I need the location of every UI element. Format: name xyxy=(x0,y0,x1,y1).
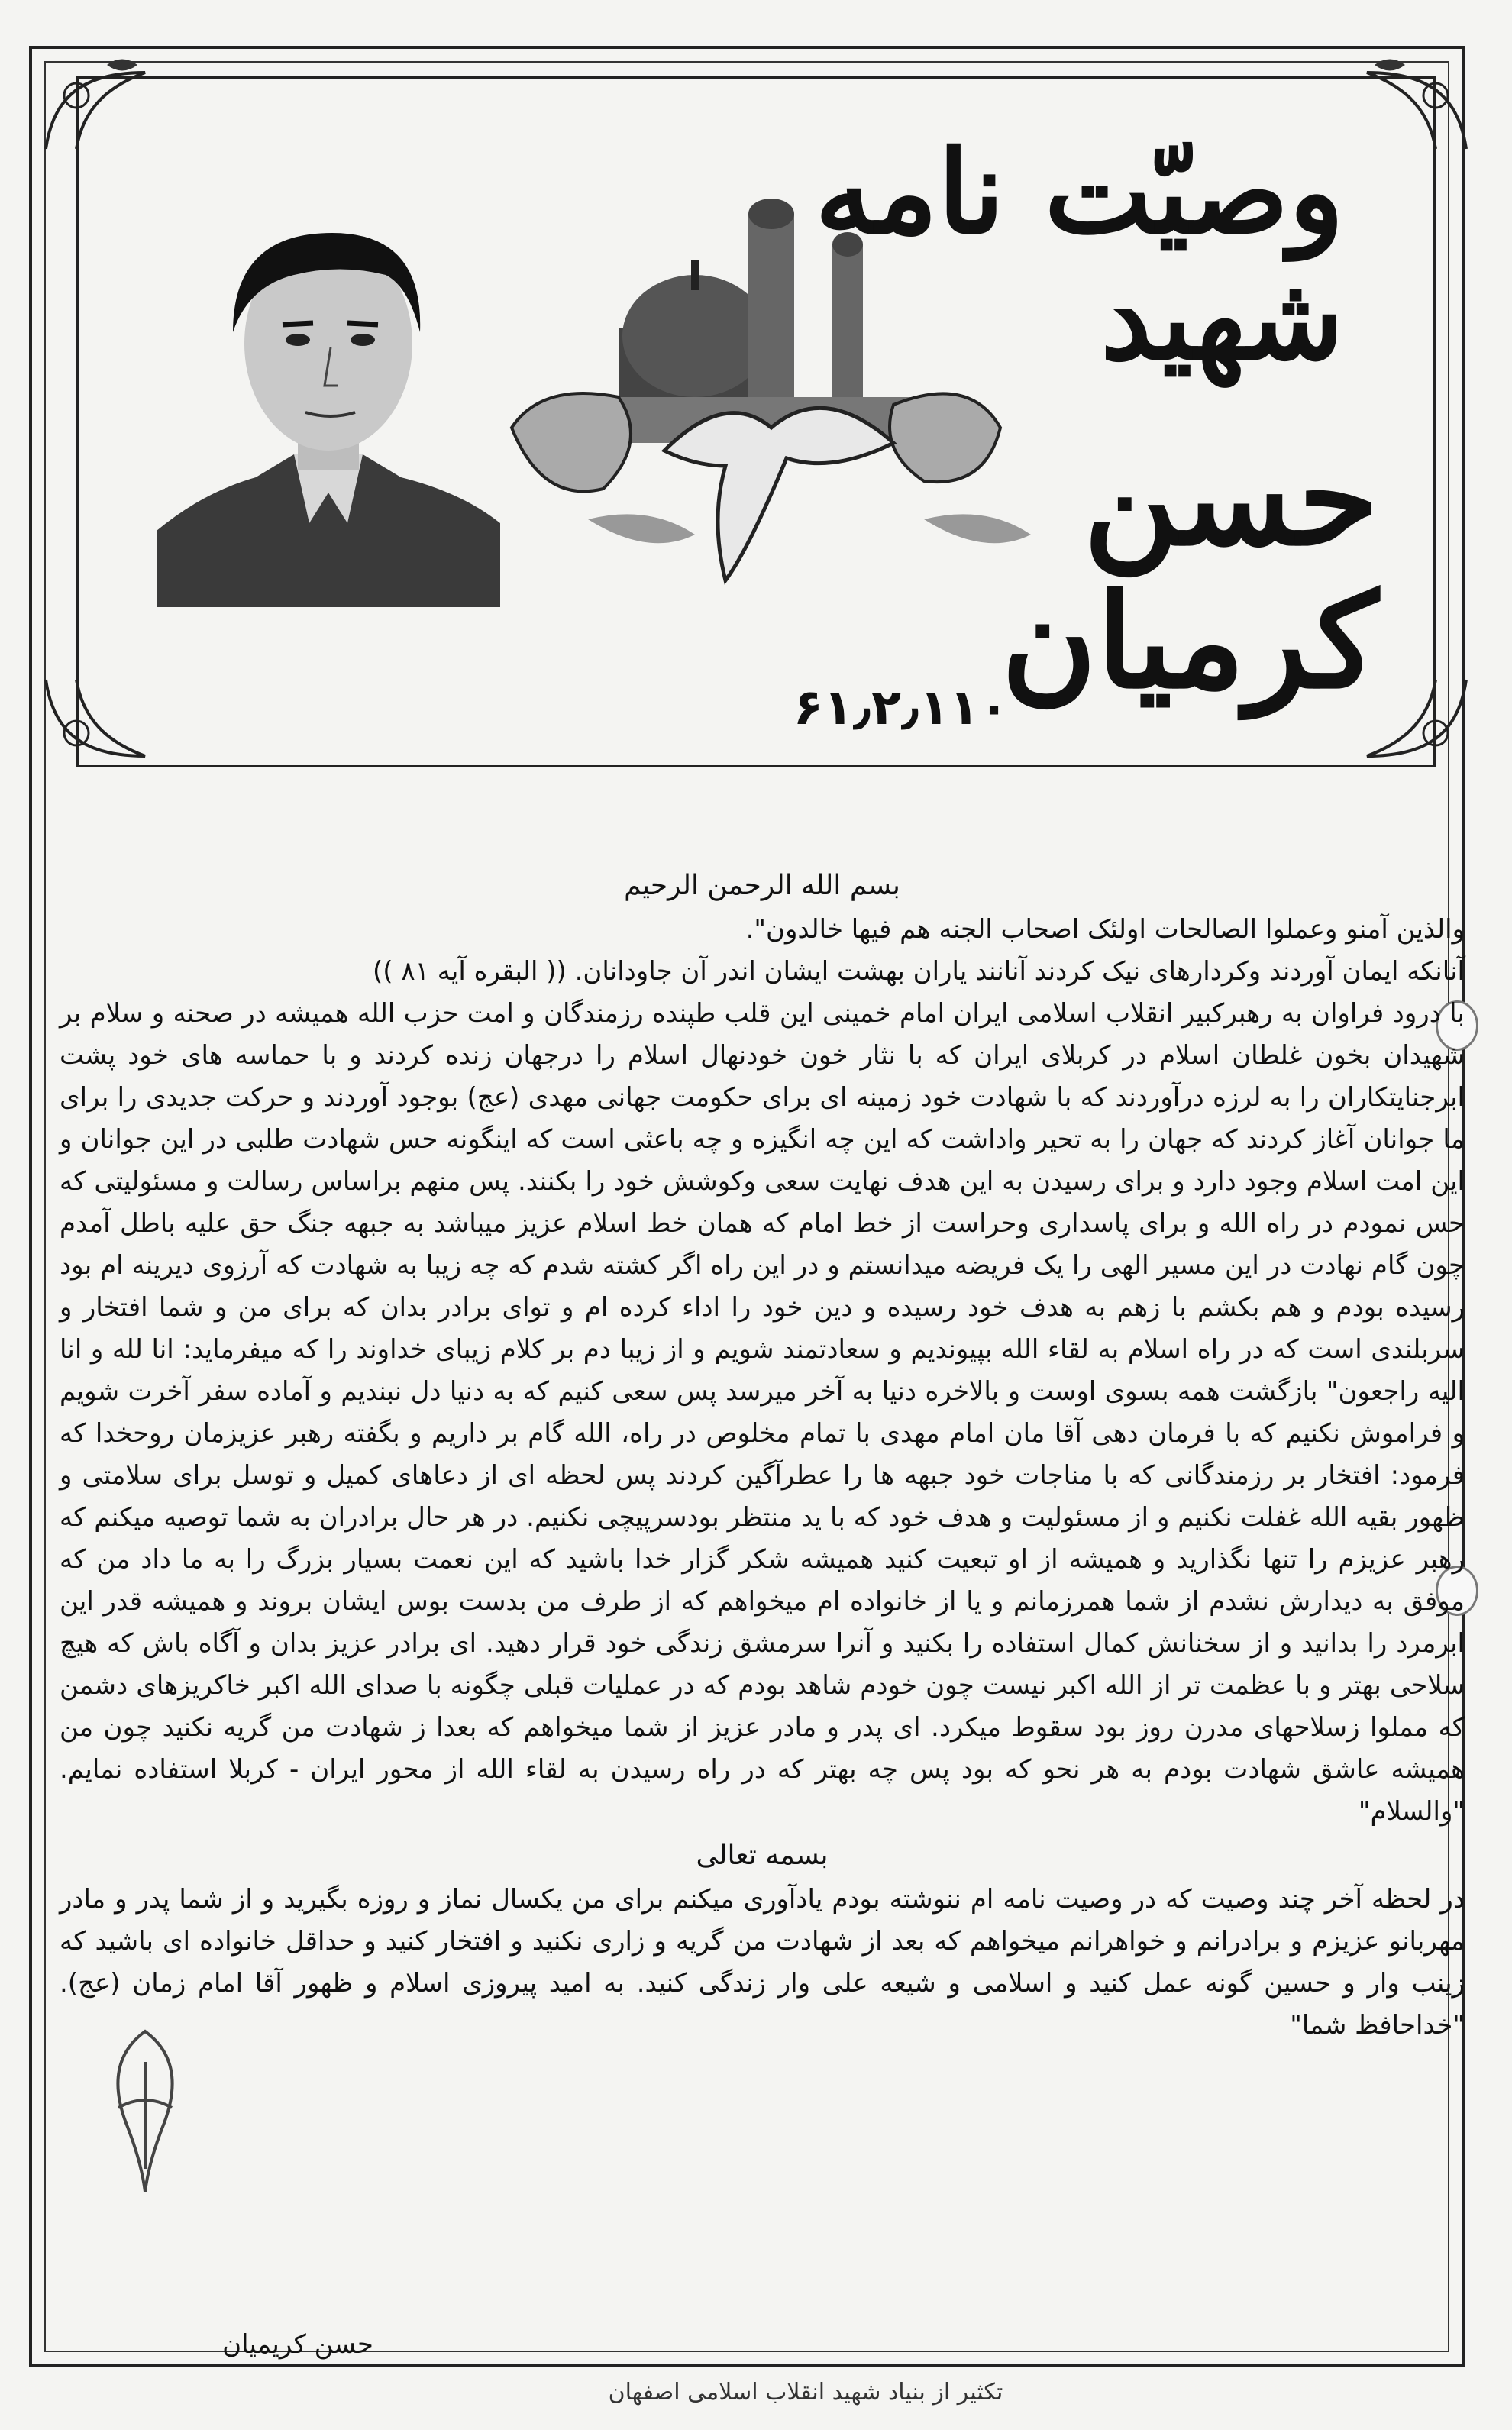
verse-translation: آنانکه ایمان آوردند وکردارهای نیک کردند آنانند یاران بهشت ایشان اندر آن جاودانان. (( البقره آیه ۸۱ )) xyxy=(373,956,1465,987)
foundation-emblem-icon xyxy=(73,2016,218,2199)
document-date: ۶۱٫۲٫۱۱۰ xyxy=(793,680,1010,736)
will-paragraph-final: در لحظه آخر چند وصیت که در وصیت نامه ام ننوشته بودم یادآوری میکنم برای من یکسال نماز و روزه بگیرید و از شما پدر و مادر مهربانو عزیزم و برادرانم و خواهرانم میخواهم که بعد از شهادت من گریه و زاری نکنید و افتخار کنید و حداقل خانواده ای باشید که زینب وار و حسین گونه عمل کنید و اسلامی و شیعه علی وار زندگی کنید. به امید پیروزی اسلام و ظهور آقا امام زمان (عج). "خداحافظ شما" xyxy=(60,1884,1465,2041)
quran-verse: والذین آمنو وعملوا الصالحات اولئک اصحاب الجنه هم فیها خالدون". xyxy=(745,914,1465,945)
martyr-portrait xyxy=(157,202,500,607)
footer-attribution: تکثیر از بنیاد شهید انقلاب اسلامی اصفهان xyxy=(608,2379,1003,2406)
will-body xyxy=(60,863,1465,2047)
will-paragraph-main: با درود فراوان به رهبرکبیر انقلاب اسلامی ایران امام خمینی این قلب طپنده رزمندگان و امت حزب الله همیشه در صحنه و سلام بر شهیدان بخون غلطان اسلام در کربلای ایران که با نثار خون خودنهال اسلام را درجهان زنده کردند و با حماسه های خود پشت ابرجنایتکاران را به لرزه درآوردند که با شهادت خود زمینه ای برای حکومت جهانی مهدی (عج) بوجود آوردند و حرکت جدیدی را برای ما جوانان آغاز کردند که جهان را به تحیر واداشت که این چه انگیزه و چه باعثی است که اینگونه حس شهادت طلبی در این جوانان و این امت اسلام وجود دارد و برای رسیدن به این هدف نهایت سعی وکوشش خود را بکنند. پس منهم براساس رسالت و مسئولیتی که حس نمودم در راه الله و برای پاسداری وحراست از خط امام که همان خط اسلام عزیز میباشد به جبهه جنگ حق علیه باطل آمدم چون گام نهادت در این مسیر الهی را یک فریضه میدانستم و در این راه اگر کشته شدم که چه زیبا به شهادت که آرزوی دیرینه ام بود رسیده بودم و هم بکشم با زهم به هدف خود رسیده و دین خود را اداء کرده ام و توای برادر بدان که برای من و شما افتخار و سربلندی است که در راه اسلام به لقاء الله بپیوندیم و سعادتمند شویم و از زیبا دم بر کلام زیبای خداوند را که میفرماید: انا لله و انا الیه راجعون" بازگشت همه بسوی اوست و بالاخره دنیا به آخر میرسد پس سعی کنیم که به دنیا دل نبندیم و آماده سفر آخرت شویم و فراموش نکنیم که با فرمان دهی آقا مان امام مهدی با تمام مخلوص در راه، الله گام بر داریم و بگفته رهبر عزیزمان روحخدا که فرمود: افتخار بر رزمندگانی که با مناجات خود جبهه ها را عطرآگین کردند پس لحظه ای از دعاهای کمیل و توسل برای سلامتی و ظهور بقیه الله غفلت نکنیم و از مسئولیت و هدف خود که با ید منتظر بودسرپیچی نکنیم. در هر حال برادران به شما توصیه میکنم که رهبر عزیزم را تنها نگذارید و همیشه از او تبعیت کنید همیشه شکر گزار خدا باشید که این نعمت بسیار بزرگ را به ما داد من که موفق به دیدارش نشدم از شما همرزمانم و یا از خانواده ام میخواهم که از طرف من بدست بوس ایشان بروند و همیشه قدر این ابرمرد را بدانید و از سخنانش کمال استفاده را بکنید و آنرا سرمشق زندگی خود قرار دهید. ای برادر عزیز بدان و آگاه باش که هیچ سلاحی بهتر و با عظمت تر از الله اکبر نیست چون خودم شاهد بودم که در عملیات قبلی چگونه با صدای الله اکبر خاکریزهای دشمن که مملوا زسلاحهای مدرن روز بود سقوط میکرد. ای پدر و مادر عزیز از شما میخواهم که بعدا ز شهادت من گریه نکنید چون من همیشه عاشق شهادت بودم به هر نحو که بود پس چه بهتر که در راه رسیدن به لقاء الله از محور ایران - کربلا استفاده نمایم. "والسلام" xyxy=(60,998,1465,1827)
signature: حسن کریمیان xyxy=(222,2329,373,2360)
bismihi-heading: بسمه تعالی xyxy=(696,1840,829,1871)
document-title: وصیّت نامه شهید xyxy=(815,125,1344,386)
bismillah-heading: بسم الله الرحمن الرحیم xyxy=(624,870,900,901)
martyr-name: حسن کرمیان xyxy=(1001,422,1378,718)
